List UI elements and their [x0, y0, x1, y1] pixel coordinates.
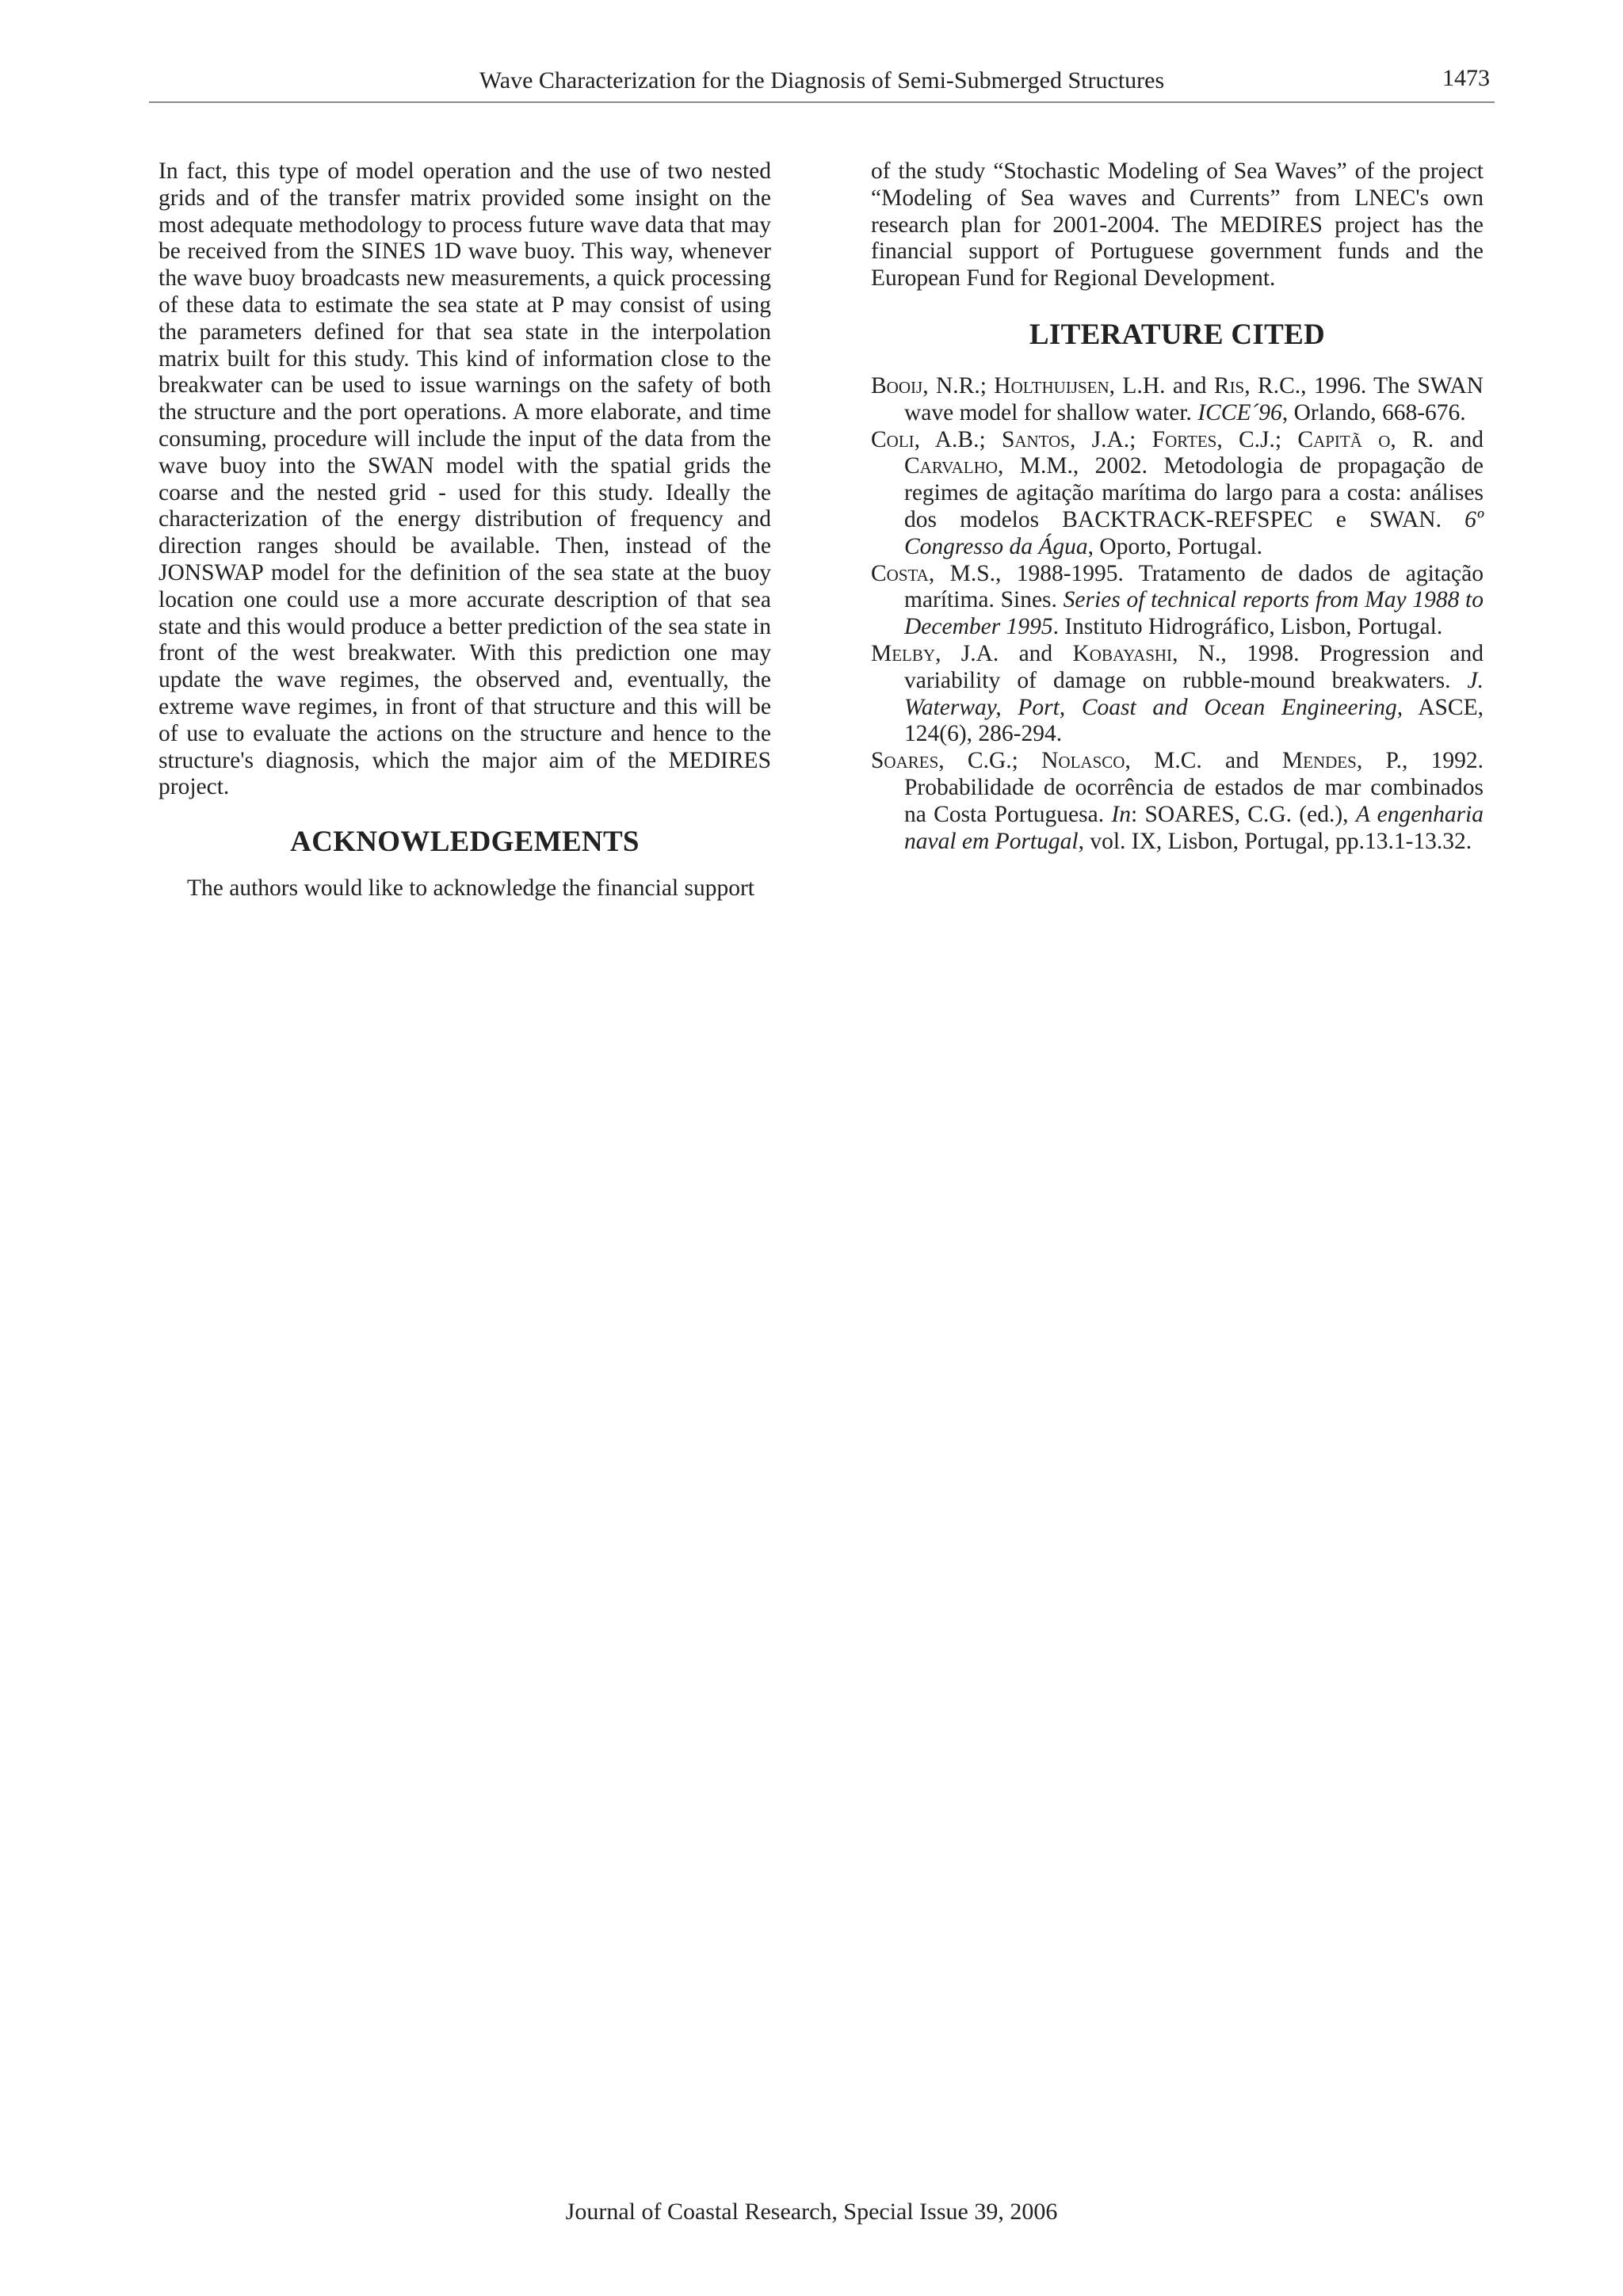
reference-author: Capitã o [1297, 426, 1391, 452]
reference-author: Ris [1213, 372, 1245, 399]
body-paragraph: In fact, this type of model operation and the use of two nested grids and of the transfer matrix provided some insight on the most adequate methodology to process future wave data that may be received from the SINES 1D wave buoy. This way, whenever the wave buoy broadcasts new measurements, a quick processing of these data to estimate the sea state at P may consist of using the parameters defined for that sea state in the interpolation matrix built for this study. This kind of information close to the breakwater can be used to issue warnings on the safety of both the structure and the port operations. A more elaborate, and time consuming, procedure will include the input of the data from the wave buoy into the SWAN model with the spatial grids the coarse and the nested grid - used for this study. Ideally the characterization of the energy distribution of frequency and direction ranges should be available. Then, instead of the JONSWAP model for the definition of the sea state at the buoy location one could use a more accurate description of that sea state and this would produce a better prediction of the sea state in front of the west breakwater. With this prediction one may update the wave regimes, the observed and, eventually, the extreme wave regimes, in front of that structure and this will be of use to evaluate the actions on the structure and hence to the structure's diagnosis, which the major aim of the MEDIRES project. [158, 158, 771, 800]
reference-author: Coli [871, 426, 915, 452]
reference-author: Holthuijsen [994, 372, 1109, 399]
reference-author: Nolasco [1041, 748, 1125, 774]
literature-cited-heading: LITERATURE CITED [1029, 318, 1326, 351]
left-column [158, 158, 771, 902]
reference-author: Mendes [1281, 748, 1357, 774]
reference-coli-2002: Coli, A.B.; Santos, J.A.; Fortes, C.J.; Capitã o, R. and Carvalho, M.M., 2002. Metodologia de propagação de regimes de agitação marítima do largo para a costa: análises dos modelos BACKTRACK-REFSPEC e SWAN. 6º Congresso da Água, Oporto, Portugal. [871, 426, 1484, 559]
reference-booij-1996: Booij, N.R.; Holthuijsen, L.H. and Ris, R.C., 1996. The SWAN wave model for shallow water. ICCE´96, Orlando, 668-676. [871, 372, 1484, 425]
reference-author: Melby [871, 640, 936, 666]
reference-costa-1988: Costa, M.S., 1988-1995. Tratamento de dados de agitação marítima. Sines. Series of technical reports from May 1988 to December 1995. Instituto Hidrográfico, Lisbon, Portugal. [871, 560, 1484, 640]
reference-source: 6º Congresso da Água [904, 506, 1484, 559]
journal-footer: Journal of Coastal Research, Special Issue 39, 2006 [565, 2199, 1058, 2225]
running-title: Wave Characterization for the Diagnosis of Semi-Submerged Structures [479, 67, 1165, 93]
reference-source: In [1111, 801, 1131, 827]
reference-author: Soares [871, 748, 939, 774]
right-column [871, 158, 1484, 855]
reference-author: Santos [1001, 426, 1070, 452]
reference-author: Booij [871, 372, 923, 399]
reference-author: Carvalho [904, 453, 998, 479]
reference-soares-1992: Soares, C.G.; Nolasco, M.C. and Mendes, P., 1992. Probabilidade de ocorrência de estados de mar combinados na Costa Portuguesa. In: SOARES, C.G. (ed.), A engenharia naval em Portugal, vol. IX, Lisbon, Portugal, pp.13.1-13.32. [871, 748, 1484, 854]
page-number: 1473 [1442, 65, 1490, 91]
reference-source: J. Waterway, Port, Coast and Ocean Engineering, [904, 667, 1484, 720]
reference-melby-1998: Melby, J.A. and Kobayashi, N., 1998. Progression and variability of damage on rubble-mound breakwaters. J. Waterway, Port, Coast and Ocean Engineering, ASCE, 124(6), 286-294. [871, 640, 1484, 747]
reference-source: A engenharia naval em Portugal [904, 801, 1484, 854]
acknowledgements-heading: ACKNOWLEDGEMENTS [290, 826, 640, 859]
acknowledgements-text: The authors would like to acknowledge the financial support [187, 875, 754, 902]
acknowledgements-text-continued: of the study “Stochastic Modeling of Sea Waves” of the project “Modeling of Sea waves and Currents” from LNEC's own research plan for 2001-2004. The MEDIRES project has the financial support of Portuguese government funds and the European Fund for Regional Development. [871, 158, 1484, 292]
reference-author: Costa [871, 560, 929, 586]
reference-source: ICCE´96 [1197, 399, 1282, 425]
running-header [149, 62, 1495, 103]
reference-source: Series of technical reports from May 1988 to December 1995 [904, 587, 1484, 640]
reference-author: Kobayashi [1072, 640, 1173, 666]
reference-author: Fortes [1151, 426, 1217, 452]
